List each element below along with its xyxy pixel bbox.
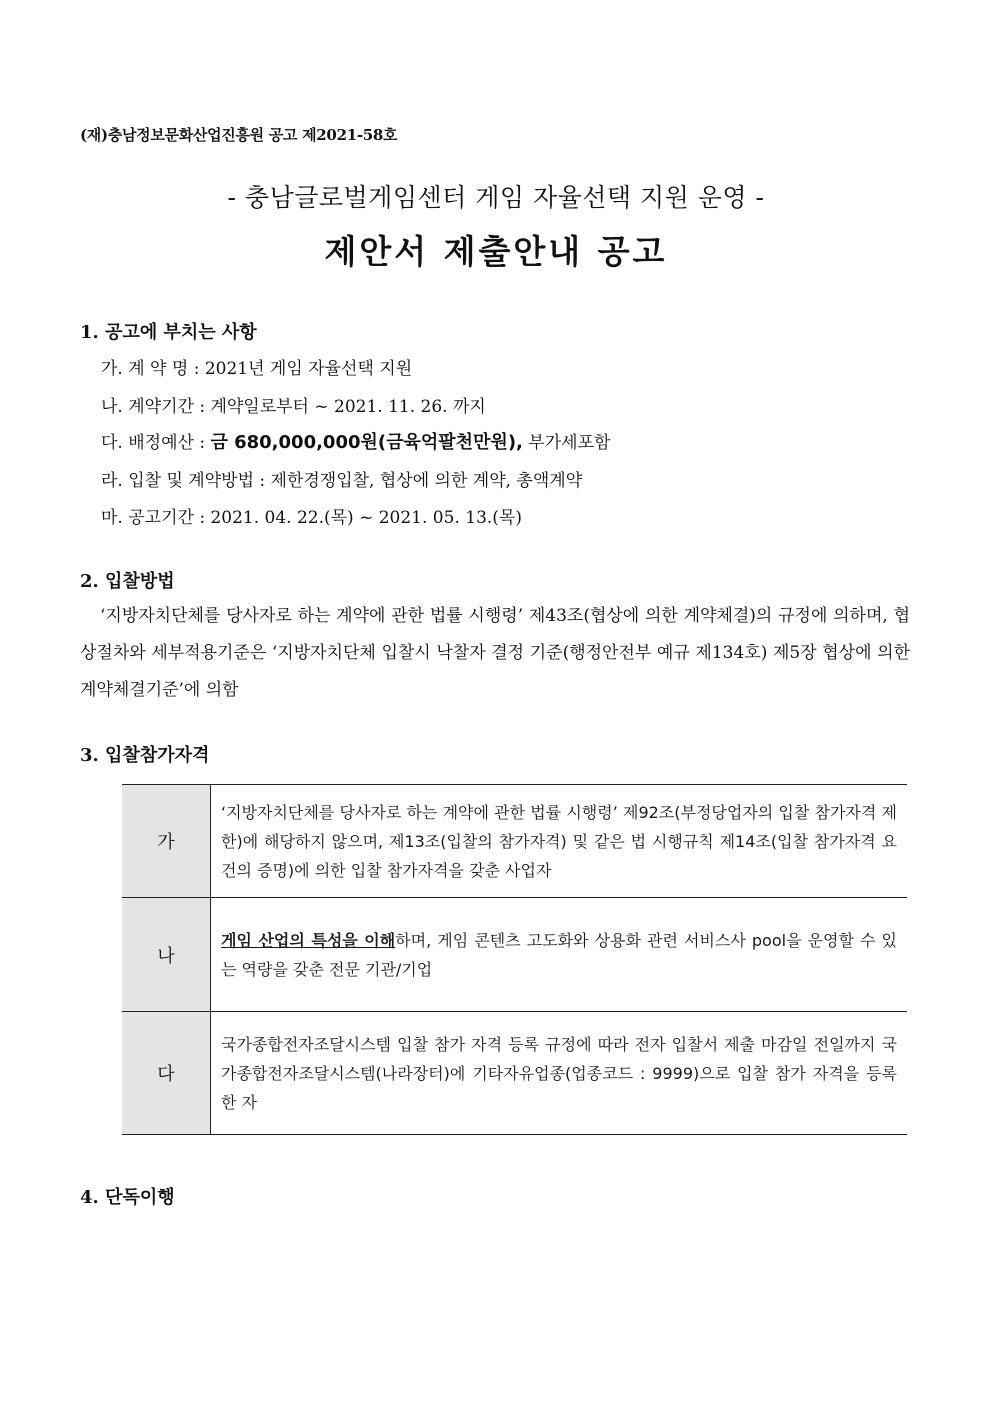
qualification-emphasis: 게임 산업의 특성을 이해 <box>221 930 396 950</box>
qualification-table <box>122 784 907 1135</box>
document-subtitle: - 충남글로벌게임센터 게임 자율선택 지원 운영 - <box>227 183 765 212</box>
section-4-heading: 4. 단독이행 <box>80 1187 175 1208</box>
section-1-item-budget <box>101 428 610 454</box>
qualification-row-text: ‘지방자치단체를 당사자로 하는 계약에 관한 법률 시행령’ 제92조(부정당업자의 입찰 참가자격 제한)에 해당하지 않으며, 제13조(입찰의 참가자격) 및 같은 법 시행규칙 제14조(입찰 참가자격 요건의 증명)에 의한 입찰 참가자격을 갖춘 사업자 <box>211 785 908 898</box>
qualification-row-label: 가 <box>122 785 211 898</box>
qualification-row <box>122 898 907 1012</box>
qualification-row-text-rest: 하며, 게임 콘텐츠 고도화와 상용화 관련 서비스사 pool을 운영할 수 있는 역량을 갖춘 전문 기관/기업 <box>221 930 897 979</box>
qualification-row <box>122 785 907 898</box>
qualification-row-label: 다 <box>122 1012 211 1135</box>
section-2-heading: 2. 입찰방법 <box>80 571 175 592</box>
qualification-row <box>122 1012 907 1135</box>
notice-number: (재)충남정보문화산업진흥원 공고 제2021-58호 <box>80 126 398 144</box>
section-1-item-bid-method: 라. 입찰 및 계약방법 : 제한경쟁입찰, 협상에 의한 계약, 총액계약 <box>101 471 583 491</box>
qualification-row-text: 국가종합전자조달시스템 입찰 참가 자격 등록 규정에 따라 전자 입찰서 제출 마감일 전일까지 국가종합전자조달시스템(나라장터)에 기타자유업종(업종코드 : 9999)으로 입찰 참가 자격을 등록한 자 <box>211 1012 908 1135</box>
section-3-heading: 3. 입찰참가자격 <box>80 745 210 766</box>
section-1-item-contract-period: 나. 계약기간 : 계약일로부터 ~ 2021. 11. 26. 까지 <box>101 397 486 417</box>
document-title: 제안서 제출안내 공고 <box>324 232 668 271</box>
budget-label: 다. 배정예산 : <box>101 433 211 453</box>
section-1-item-notice-period: 마. 공고기간 : 2021. 04. 22.(목) ~ 2021. 05. 13.(목) <box>101 508 522 528</box>
budget-vat-note: 부가세포함 <box>522 433 611 453</box>
qualification-row-text <box>211 898 908 1012</box>
section-1-heading: 1. 공고에 부치는 사항 <box>80 322 257 343</box>
qualification-row-label: 나 <box>122 898 211 1012</box>
budget-amount: 금 680,000,000원(금육억팔천만원), <box>210 432 523 453</box>
section-2-body: ‘지방자치단체를 당사자로 하는 계약에 관한 법률 시행령’ 제43조(협상에 의한 계약체결)의 규정에 의하며, 협상절차와 세부적용기준은 ‘지방자치단체 입찰시 낙찰자 결정 기준(행정안전부 예규 제134호) 제5장 협상에 의한 계약체결기준’에 의함 <box>80 606 910 700</box>
section-1-item-contract-name: 가. 계 약 명 : 2021년 게임 자율선택 지원 <box>101 359 413 379</box>
